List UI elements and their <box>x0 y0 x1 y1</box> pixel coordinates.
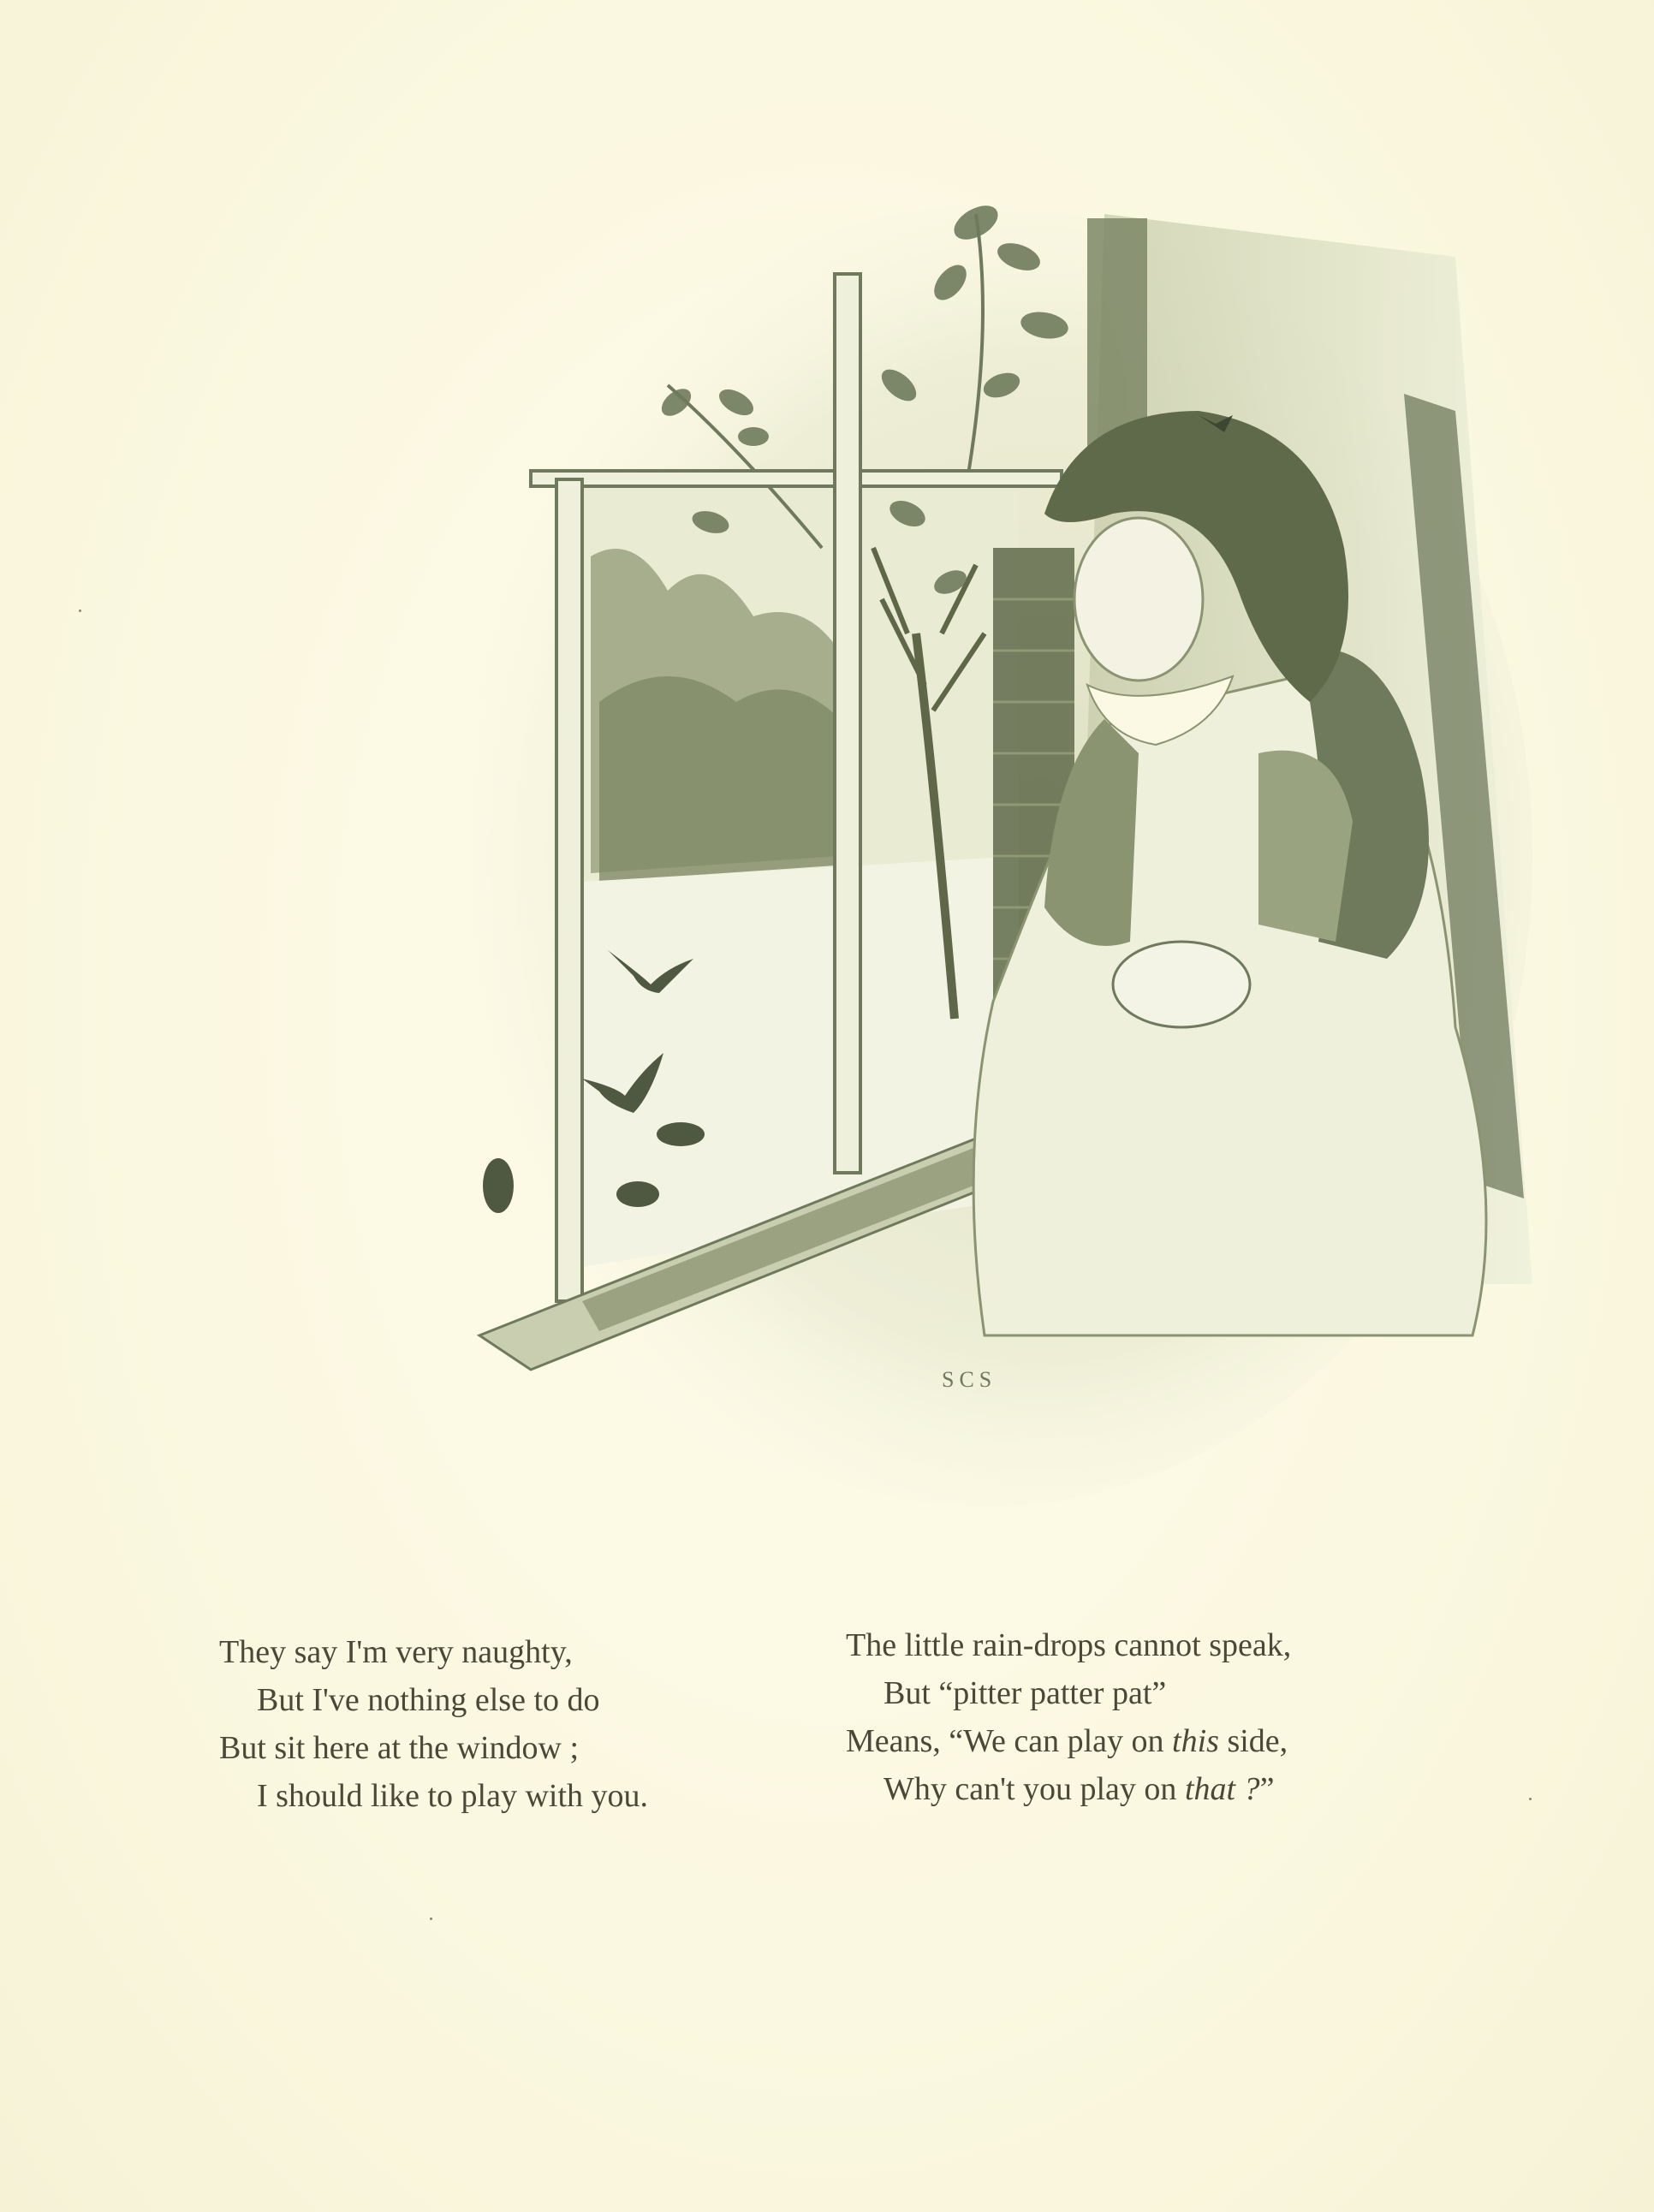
poem-line: But “pitter patter pat” <box>884 1675 1167 1711</box>
poem-left-stanza <box>219 1628 648 1820</box>
artist-signature: SCS <box>942 1367 997 1392</box>
bird-ground-2 <box>616 1181 659 1207</box>
poem-text: side, <box>1218 1723 1288 1759</box>
poem-line: But sit here at the window ; <box>219 1730 580 1766</box>
poem-line: They say I'm very naughty, <box>219 1634 573 1670</box>
poem-line: The little rain-drops cannot speak, <box>846 1627 1292 1663</box>
paper-speck <box>1529 1798 1532 1800</box>
poem-line <box>846 1765 1291 1813</box>
paper-speck <box>79 609 81 612</box>
poem-line <box>846 1717 1291 1765</box>
poem-text: Why can't you play on <box>884 1771 1185 1807</box>
girl-hands <box>1113 942 1250 1027</box>
poem-text: ” <box>1259 1771 1275 1807</box>
window-jamb <box>1087 218 1147 449</box>
paper-speck <box>430 1918 432 1920</box>
girl-face <box>1074 518 1203 681</box>
poem-line: I should like to play with you. <box>257 1778 649 1814</box>
poem-right-stanza <box>846 1621 1291 1813</box>
bird-on-sill <box>483 1158 514 1213</box>
bushes <box>599 676 848 882</box>
poem-line: But I've nothing else to do <box>257 1682 600 1718</box>
emphasis-text: that ? <box>1184 1771 1260 1807</box>
bird-ground-1 <box>657 1122 705 1146</box>
emphasis-text: this <box>1172 1723 1219 1759</box>
poem-text: Means, “We can play on <box>846 1723 1173 1759</box>
